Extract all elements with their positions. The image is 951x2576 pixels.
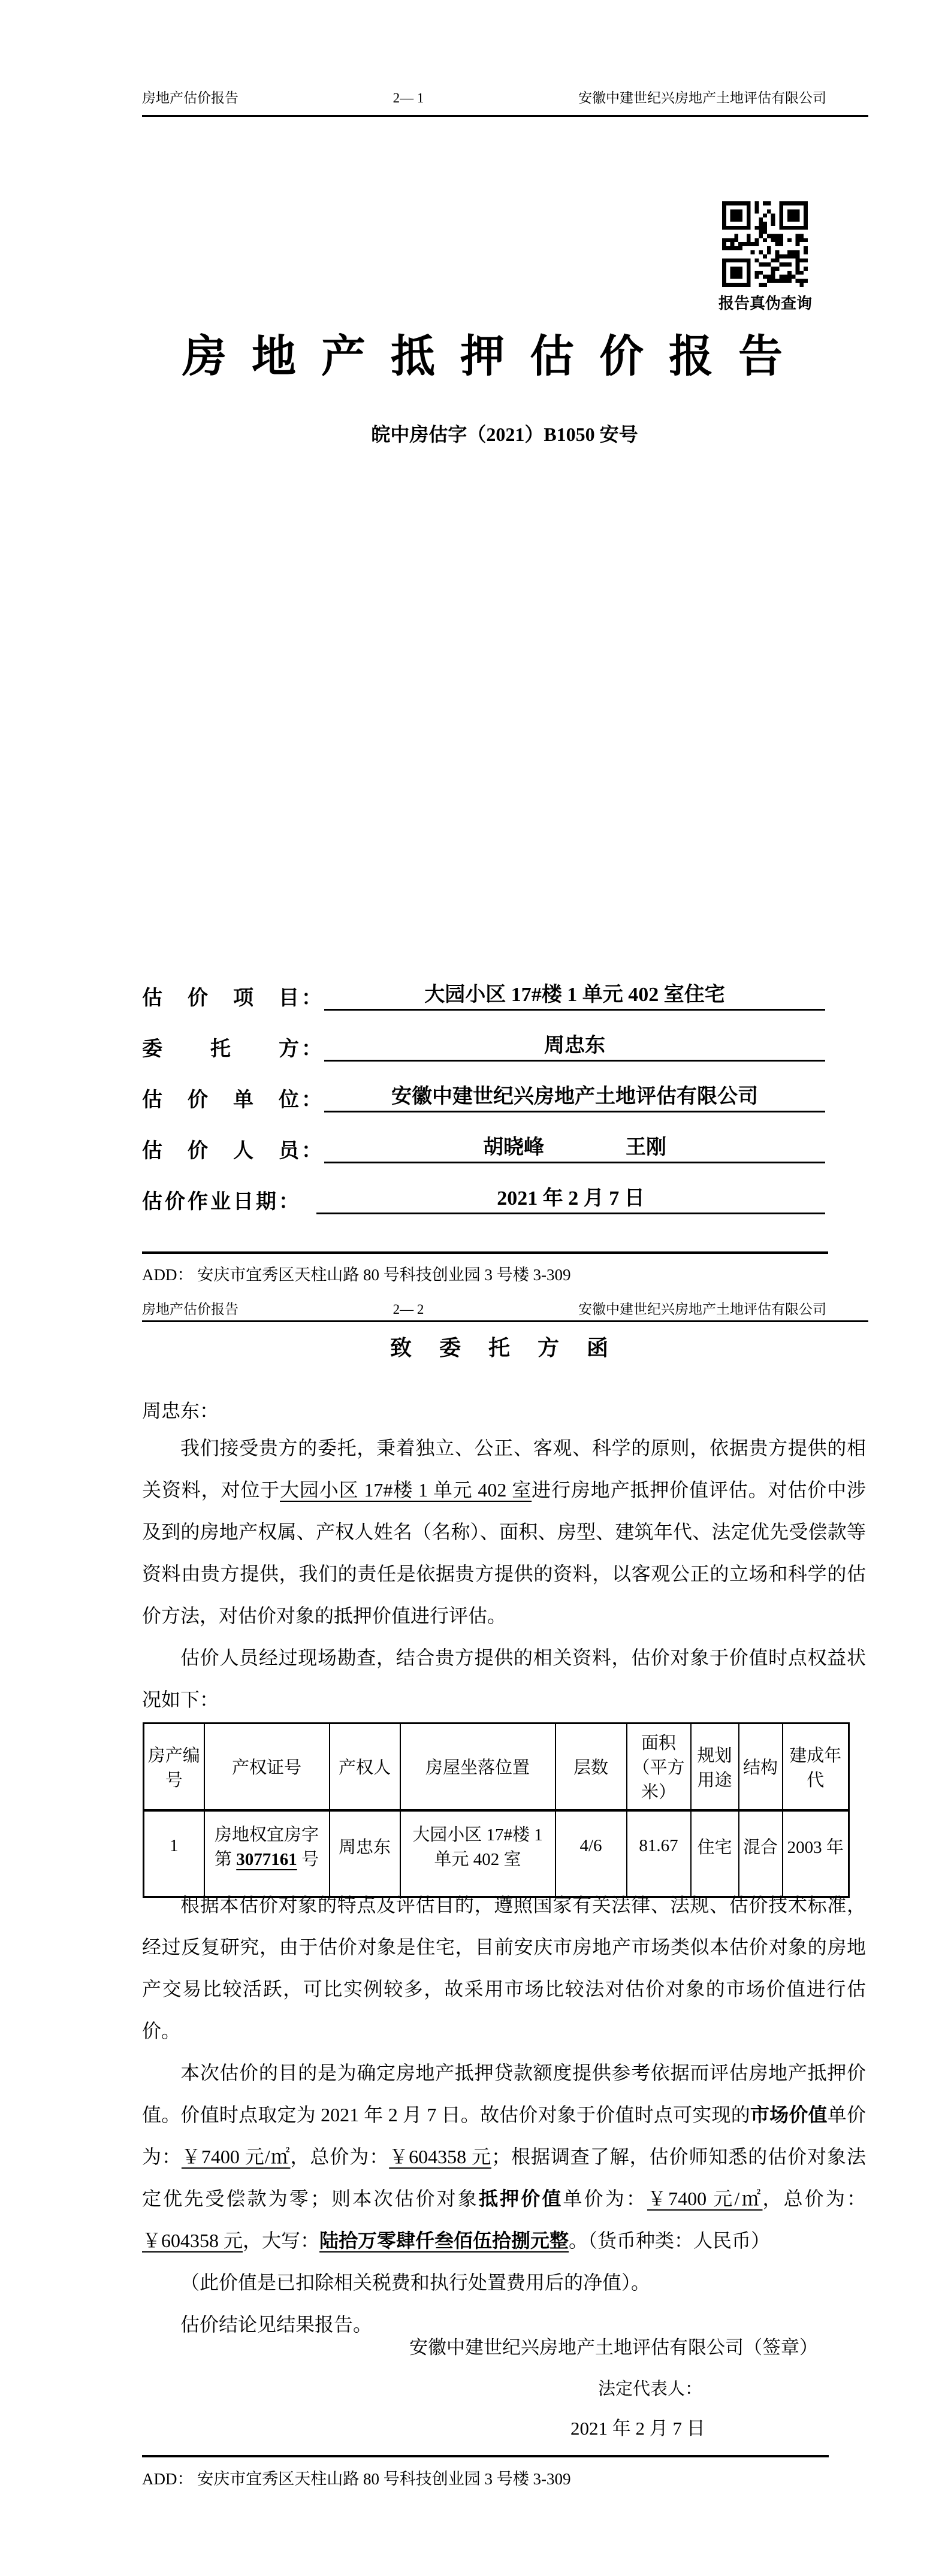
header-company: 安徽中建世纪兴房地产土地评估有限公司 xyxy=(578,1302,826,1317)
header-company: 安徽中建世纪兴房地产土地评估有限公司 xyxy=(578,90,826,105)
page1-header xyxy=(142,90,826,107)
cover-fields xyxy=(142,976,825,1231)
cert-prefix: 房地权宜房字第 xyxy=(214,1825,319,1870)
appraisal-table xyxy=(143,1722,850,1898)
mortgage-value-label: 抵押价值 xyxy=(478,2188,563,2209)
total-price-label-2: ，总价为： xyxy=(762,2188,866,2209)
col-use: 规划用途 xyxy=(691,1724,739,1810)
field-row-agency xyxy=(142,1078,825,1112)
col-property-no: 房产编号 xyxy=(144,1724,204,1810)
field-value: 2021 年 2 月 7 日 xyxy=(316,1181,825,1214)
header-doc-type: 房地产估价报告 xyxy=(142,90,238,105)
page1-footer-rule xyxy=(142,1251,828,1254)
cell-property-no: 1 xyxy=(144,1810,204,1897)
col-floor: 层数 xyxy=(555,1724,627,1810)
header-page-number: 2— 2 xyxy=(393,1302,424,1317)
cell-floor: 4/6 xyxy=(555,1810,627,1897)
para4-mid: ；根据调查了解，估价师知悉的估价对象法定优先受偿款为零；则本次估价对象 xyxy=(142,2146,866,2209)
para4-post: 。（货币种类：人民币） xyxy=(569,2230,771,2251)
total-price-label: ，总价为： xyxy=(290,2146,390,2167)
field-row-client xyxy=(142,1027,825,1062)
field-row-project xyxy=(142,976,825,1011)
para1-post: 进行房地产抵押价值评估。对估价中涉及到的房地产权属、产权人姓名（名称）、面积、房型、建筑年代、法定优先受偿款等资料由贵方提供，我们的责任是依据贵方提供的资料，以客观公正的立场和科学的估价方法，对估价对象的抵押价值进行评估。 xyxy=(142,1479,866,1626)
page2-address: ADD： 安庆市宜秀区天柱山路 80 号科技创业园 3 号楼 3-309 xyxy=(142,2470,571,2488)
page1-header-rule xyxy=(142,115,868,117)
para4-pre: 本次估价的目的是为确定房地产抵押贷款额度提供参考依据而评估房地产抵押价值。价值时点取定为 2021 年 2 月 7 日。故估价对象于价值时点可实现的 xyxy=(142,2062,866,2125)
col-built-year: 建成年代 xyxy=(783,1724,849,1810)
page1-address: ADD： 安庆市宜秀区天柱山路 80 号科技创业园 3 号楼 3-309 xyxy=(142,1266,571,1284)
para1-pre: 我们接受贵方的委托，秉着独立、公正、客观、科学的原则，依据贵方提供的相关资料，对位于 xyxy=(142,1437,866,1501)
paragraph-method: 根据本估价对象的特点及评估目的，遵照国家有关法律、法规、估价技术标准，经过反复研究，由于估价对象是住宅，目前安庆市房地产市场类似本估价对象的房地产交易比较活跃，可比实例较多，故采用市场比较法对估价对象的市场价值进行估价。 xyxy=(142,1894,866,2042)
cell-owner: 周忠东 xyxy=(330,1810,400,1897)
letter-title: 致委托方函 xyxy=(390,1336,636,1360)
qr-caption: 报告真伪查询 xyxy=(718,295,812,312)
field-label: 估 价 人 员： xyxy=(142,1140,324,1162)
letter-body-2 xyxy=(142,1884,866,2345)
field-row-date xyxy=(142,1180,825,1214)
field-value: 周忠东 xyxy=(324,1029,825,1062)
cell-built-year: 2003 年 xyxy=(783,1810,849,1897)
letter-body-1 xyxy=(142,1427,866,1721)
cell-structure: 混合 xyxy=(739,1810,783,1897)
qr-code-image xyxy=(722,201,808,287)
qr-code xyxy=(722,201,808,287)
paragraph-conclusion-note: 估价结论见结果报告。 xyxy=(180,2314,373,2335)
paragraph-valuation xyxy=(142,2052,866,2261)
market-total-price: ￥604358 元 xyxy=(389,2146,492,2167)
field-label: 委 托 方： xyxy=(142,1038,324,1060)
field-label: 估价作业日期： xyxy=(142,1191,301,1213)
col-owner: 产权人 xyxy=(330,1724,400,1810)
mortgage-total-price: ￥604358 元 xyxy=(142,2230,243,2251)
market-unit-price: ￥7400 元/㎡ xyxy=(181,2146,291,2167)
market-value-label: 市场价值 xyxy=(750,2104,828,2125)
page2-header-rule xyxy=(142,1320,868,1322)
field-value: 胡晓峰 王刚 xyxy=(324,1130,825,1163)
unit-price-label: 单价为： xyxy=(142,2104,866,2167)
para1-subject: 大园小区 17#楼 1 单元 402 室 xyxy=(280,1479,532,1501)
salutation: 周忠东： xyxy=(142,1400,219,1422)
field-label: 估 价 单 位： xyxy=(142,1089,324,1111)
unit-price-label-2: 单价为： xyxy=(563,2188,647,2209)
header-doc-type: 房地产估价报告 xyxy=(142,1302,238,1317)
field-label: 估 价 项 目： xyxy=(142,987,324,1009)
cell-location: 大园小区 17#楼 1 单元 402 室 xyxy=(400,1810,555,1897)
signature-company: 安徽中建世纪兴房地产土地评估有限公司（签章） xyxy=(409,2337,818,2358)
cert-number: 3077161 xyxy=(236,1850,297,1870)
cert-suffix: 号 xyxy=(297,1850,319,1870)
table-header-row xyxy=(144,1724,849,1810)
paragraph-engagement xyxy=(142,1427,866,1637)
cell-area: 81.67 xyxy=(627,1810,691,1897)
caps-label: ，大写： xyxy=(243,2230,320,2251)
col-cert-no: 产权证号 xyxy=(204,1724,330,1810)
cell-use: 住宅 xyxy=(691,1810,739,1897)
paragraph-net-value-note: （此价值是已扣除相关税费和执行处置费用后的净值）。 xyxy=(180,2272,651,2293)
col-location: 房屋坐落位置 xyxy=(400,1724,555,1810)
paragraph-inspection: 估价人员经过现场勘查，结合贵方提供的相关资料，估价对象于价值时点权益状况如下： xyxy=(142,1647,866,1710)
page2-header xyxy=(142,1301,826,1318)
report-title: 房地产抵押估价报告 xyxy=(182,332,808,382)
report-number: 皖中房估字（2021）B1050 安号 xyxy=(371,424,638,445)
page2-footer-rule xyxy=(142,2455,829,2457)
caps-amount: 陆拾万零肆仟叁佰伍拾捌元整 xyxy=(319,2230,569,2251)
signature-date: 2021 年 2 月 7 日 xyxy=(570,2418,705,2439)
mortgage-unit-price: ￥7400 元/㎡ xyxy=(647,2188,763,2209)
legal-rep-label: 法定代表人： xyxy=(598,2380,703,2399)
col-structure: 结构 xyxy=(739,1724,783,1810)
field-row-appraisers xyxy=(142,1129,825,1163)
field-value: 安徽中建世纪兴房地产土地评估有限公司 xyxy=(324,1080,825,1112)
field-value: 大园小区 17#楼 1 单元 402 室住宅 xyxy=(324,978,825,1011)
header-page-number: 2— 1 xyxy=(393,90,424,105)
col-area: 面积（平方米） xyxy=(627,1724,691,1810)
